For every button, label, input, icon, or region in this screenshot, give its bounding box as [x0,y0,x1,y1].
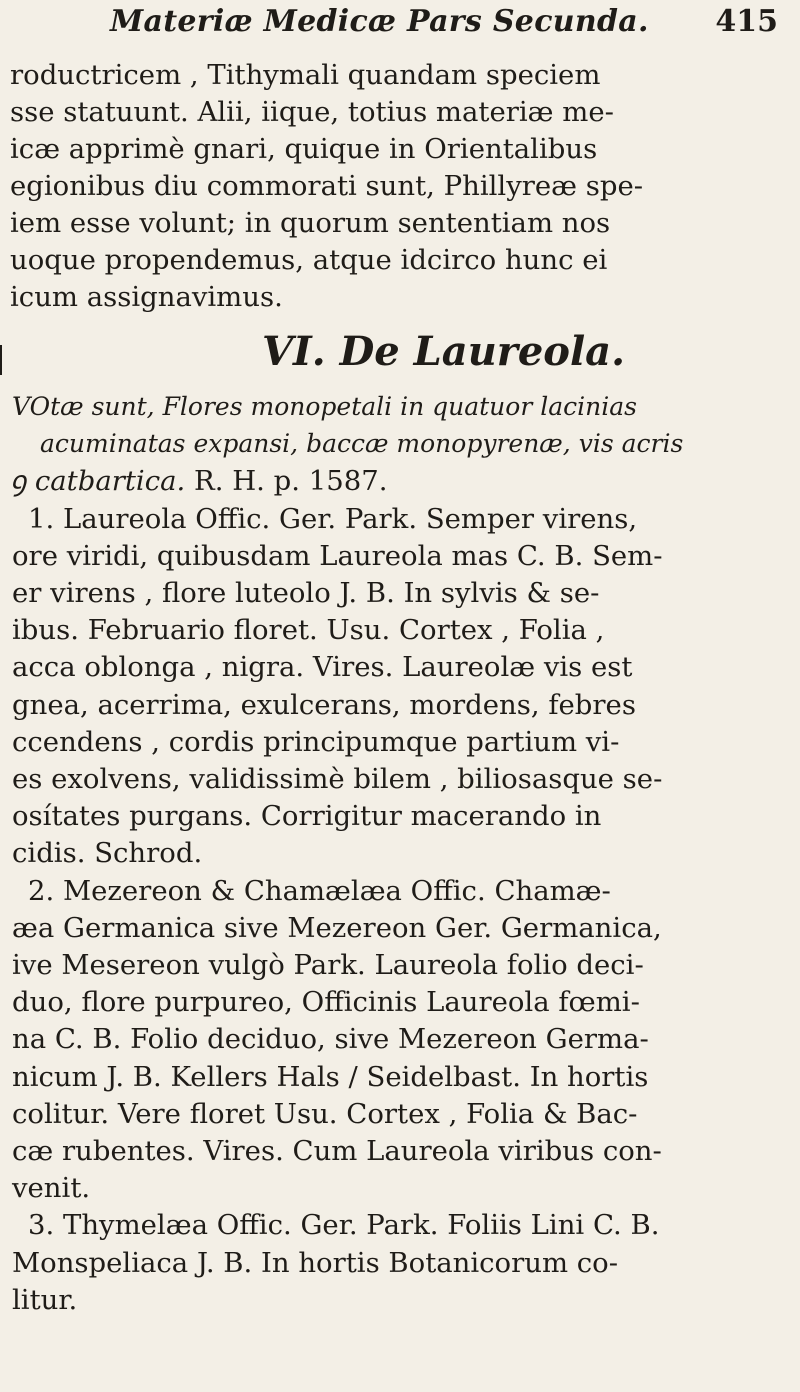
text-line: icum assignavimus. [10,281,283,313]
text-line: er virens , flore luteolo J. B. In sylvis & se- [12,577,600,609]
text-line: sse statuunt. Alii, iique, totius materiæ me- [10,96,614,128]
text-line: 3. Thymelæa Offic. Ger. Park. Foliis Lini C. B. [28,1209,660,1242]
text-line: VOtæ sunt, Flores monopetali in quatuor lacinias [12,392,637,421]
text-line: 2. Mezereon & Chamælæa Offic. Chamæ- [28,874,611,907]
text-line: ibus. Februario floret. Usu. Cortex , Folia , [12,614,605,647]
text-line: duo, flore purpureo, Officinis Laureola fœmi- [12,986,640,1019]
text-line [10,464,387,498]
text-line: cidis. Schrod. [12,837,203,870]
section-heading: VI. De Laureola. [262,328,626,375]
text-line: es exolvens, validissimè bilem , biliosasque se- [12,763,663,795]
text-line: gnea, acerrima, exulcerans, mordens, febres [12,688,636,721]
text-line: uoque propendemus, atque idcirco hunc ei [10,244,608,276]
text-line: ccendens , cordis principumque partium vi- [12,725,620,758]
text-line: ive Mesereon vulgò Park. Laureola folio deci- [12,949,644,981]
text-line: acuminatas expansi, baccæ monopyrenæ, vis acris [40,429,684,459]
text-line: ore viridi, quibusdam Laureola mas C. B. Sem- [12,539,663,572]
text-line: venit. [12,1172,91,1205]
reference-fragment: R. H. p. 1587. [185,465,388,498]
running-header [0,4,800,48]
text-line: iem esse volunt; in quorum sententiam nos [10,207,611,239]
text-line: roductricem , Tithymali quandam speciem [10,59,601,91]
text-line: icæ apprimè gnari, quique in Orientalibus [10,133,598,165]
text-line: litur. [12,1283,78,1316]
text-line: na C. B. Folio deciduo, sive Mezereon Germa- [12,1023,649,1056]
text-line: 1. Laureola Offic. Ger. Park. Semper virens, [28,502,638,535]
text-line: acca oblonga , nigra. Vires. Laureolæ vis est [12,651,633,684]
running-title: Materiæ Medicæ Pars Secunda. [110,4,649,39]
text-line: Monspeliaca J. B. In hortis Botanicorum co- [12,1246,619,1279]
margin-bracket [0,345,8,375]
text-line: colitur. Vere floret Usu. Cortex , Folia & Bac- [12,1097,638,1130]
text-line: æa Germanica sive Mezereon Ger. Germanica, [12,911,662,944]
text-line: egionibus diu commorati sunt, Phillyreæ spe- [10,170,644,202]
text-line: osítates purgans. Corrigitur macerando in [12,800,602,833]
italic-fragment: ꝯ catbartica. [10,465,186,498]
text-line: cæ rubentes. Vires. Cum Laureola viribus con- [12,1135,662,1167]
text-line: nicum J. B. Kellers Hals / Seidelbast. In hortis [12,1060,649,1093]
page-number: 415 [715,4,778,39]
